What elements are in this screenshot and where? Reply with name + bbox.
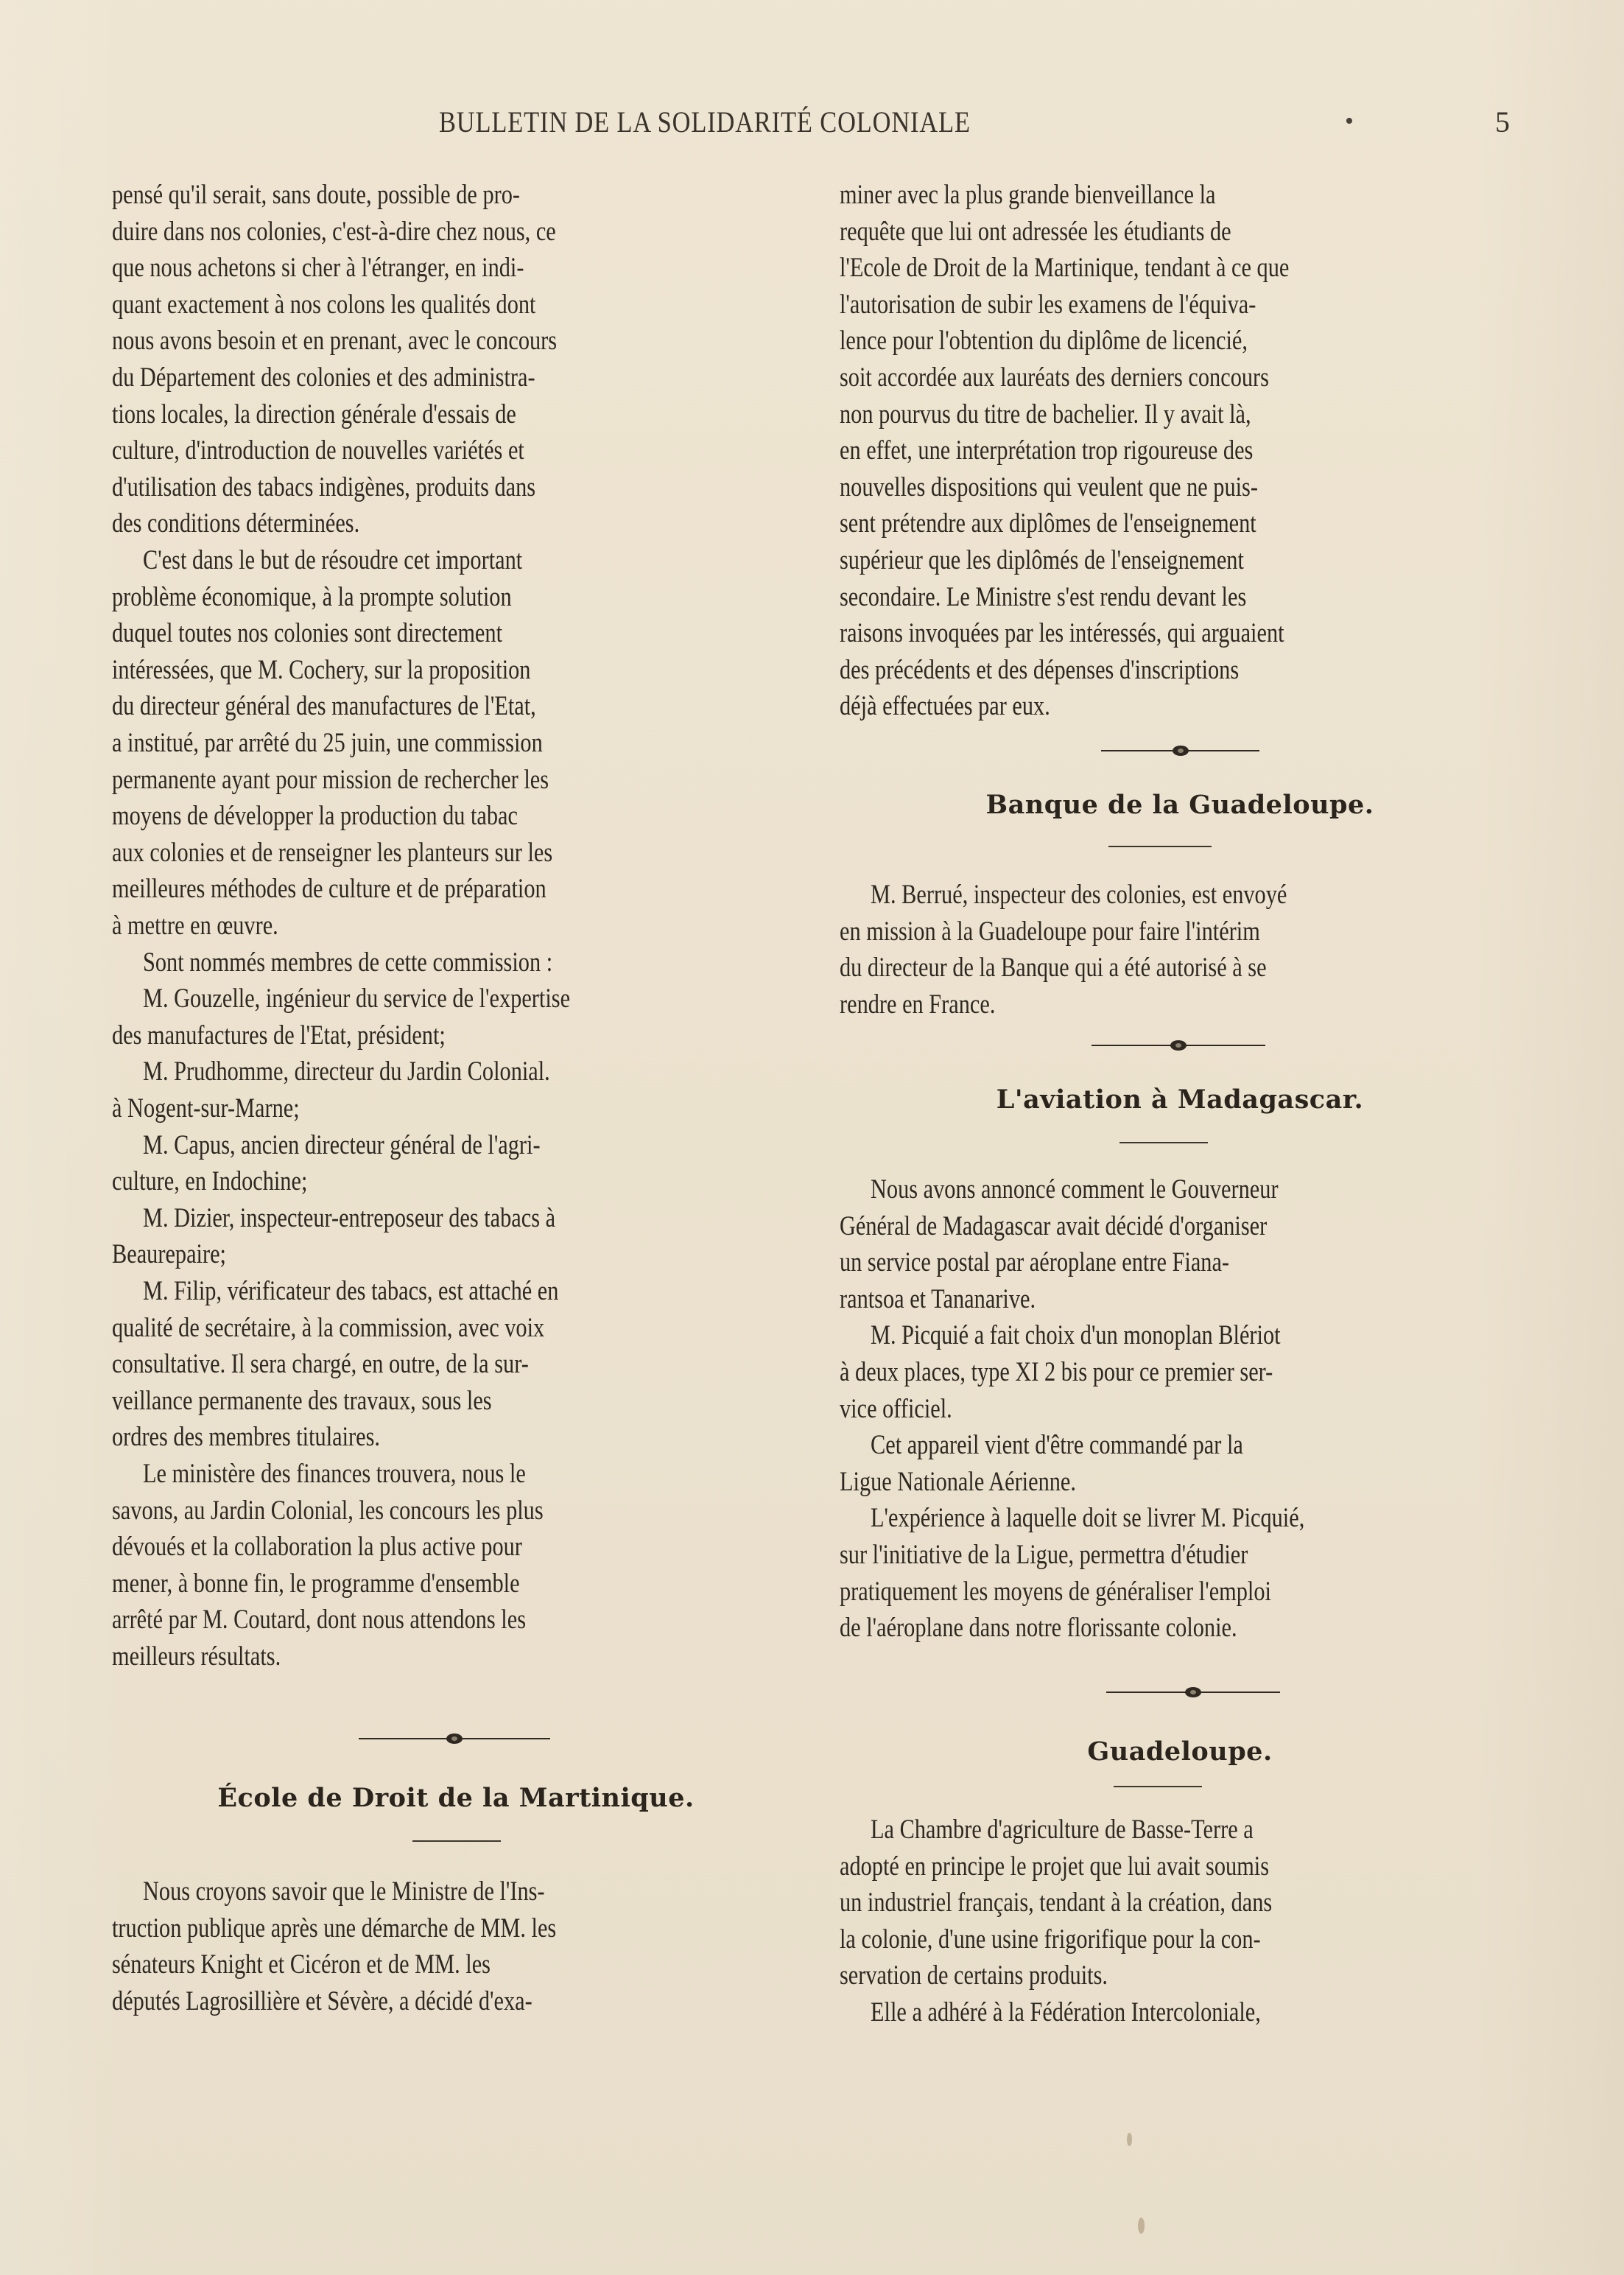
text-line-content: rendre en France.	[840, 989, 996, 1020]
text-line-content: Le ministère des finances trouvera, nous le	[143, 1459, 526, 1489]
text-line	[112, 1913, 654, 1945]
text-line	[112, 690, 629, 723]
text-line-content: l'autorisation de subir les examens de l'équiva-	[840, 289, 1256, 320]
text-line-content: à Nogent-sur-Marne;	[112, 1093, 300, 1124]
text-line-content: un industriel français, tendant à la création, dans	[840, 1887, 1273, 1918]
text-line-content: sénateurs Knight et Cicéron et de MM. les	[112, 1949, 491, 1980]
text-line	[840, 1247, 1315, 1279]
text-line-content: sent prétendre aux diplômes de l'enseignement	[840, 508, 1256, 539]
text-line-content: C'est dans le but de résoudre cet important	[143, 545, 523, 575]
text-line-content: secondaire. Le Ministre s'est rendu devant les	[840, 581, 1247, 612]
text-line	[840, 1851, 1363, 1883]
text-line-content: Beaurepaire;	[112, 1239, 226, 1270]
text-line	[112, 1238, 251, 1271]
paper-stain	[1127, 2133, 1132, 2146]
text-line-content: Cet appareil vient d'être commandé par la	[871, 1430, 1243, 1461]
text-line	[840, 252, 1388, 284]
text-line-content: pensé qu'il serait, sans doute, possible de pro-	[112, 180, 521, 210]
text-line-content: vice officiel.	[840, 1393, 952, 1424]
text-line-content: des précédents et des dépenses d'inscriptions	[840, 654, 1240, 685]
text-line-content: nous avons besoin et en prenant, avec le concours	[112, 326, 558, 357]
text-line	[840, 1887, 1367, 1919]
text-line	[112, 472, 628, 504]
text-line-content: M. Filip, vérificateur des tabacs, est attaché en	[143, 1276, 559, 1306]
text-line-content: d'utilisation des tabacs indigènes, produits dans	[112, 472, 536, 502]
text-line-content: M. Gouzelle, ingénieur du service de l'expertise	[143, 984, 571, 1014]
text-line	[143, 947, 642, 979]
text-line-content: la colonie, d'une usine frigorifique pour la con-	[840, 1924, 1261, 1955]
text-line-content: M. Dizier, inspecteur-entreposeur des tabacs à	[143, 1202, 556, 1233]
text-line	[112, 1985, 625, 2018]
text-line	[840, 1576, 1366, 1608]
text-line-content: nouvelles dispositions qui veulent que ne puis-	[840, 472, 1258, 502]
text-line-content: intéressées, que M. Cochery, sur la proposition	[112, 654, 531, 685]
text-line-content: des manufactures de l'Etat, président;	[112, 1020, 446, 1051]
heading-aviation-madagascar: L'aviation à Madagascar.	[996, 1084, 1364, 1115]
text-line-content: adopté en principe le projet que lui avait soumis	[840, 1851, 1270, 1882]
text-line	[871, 1429, 1325, 1462]
text-line-content: aux colonies et de renseigner les planteurs sur les	[112, 837, 553, 868]
text-line	[840, 690, 1097, 723]
text-line-content: veillance permanente des travaux, sous les	[112, 1385, 492, 1416]
text-line-content: M. Picquié a fait choix d'un monoplan Blériot	[871, 1320, 1281, 1351]
text-line	[840, 581, 1335, 614]
text-line-content: en mission à la Guadeloupe pour faire l'intérim	[840, 916, 1260, 947]
text-line-content: déjà effectuées par eux.	[840, 691, 1050, 722]
text-line	[112, 252, 614, 284]
text-line	[840, 399, 1341, 431]
heading-underline	[1114, 1786, 1202, 1787]
text-line-content: Sont nommés membres de cette commission :	[143, 947, 553, 978]
text-line-content: problème économique, à la prompte solution	[112, 581, 512, 612]
text-line-content: duire dans nos colonies, c'est-à-dire chez nous, ce	[112, 216, 556, 247]
text-line	[840, 325, 1337, 357]
text-line	[143, 1458, 610, 1490]
text-line-content: moyens de développer la production du tabac	[112, 801, 519, 832]
text-line	[112, 1641, 318, 1673]
text-line-content: culture, en Indochine;	[112, 1166, 308, 1197]
text-line-content: truction publique après une démarche de MM. les	[112, 1913, 557, 1943]
text-line	[840, 1356, 1368, 1389]
section-divider-ornament	[1106, 1687, 1280, 1697]
text-line-content: supérieur que les diplômés de l'enseignement	[840, 545, 1244, 575]
text-line	[112, 727, 637, 760]
text-line	[143, 1876, 633, 1908]
text-line-content: pratiquement les moyens de généraliser l'emploi	[840, 1576, 1271, 1607]
text-line-content: députés Lagrosillière et Sévère, a décidé d'exa-	[112, 1985, 532, 2016]
text-line-content: à deux places, type XI 2 bis pour ce premier ser-	[840, 1357, 1273, 1387]
text-line	[112, 216, 653, 248]
heading-underline	[412, 1840, 501, 1842]
text-line	[840, 1612, 1324, 1644]
text-line-content: dévoués et la collaboration la plus active pour	[112, 1532, 522, 1563]
publication-title: BULLETIN DE LA SOLIDARITÉ COLONIALE	[439, 105, 971, 139]
text-line	[112, 873, 641, 905]
text-line	[840, 1960, 1167, 1992]
text-line-content: culture, d'introduction de nouvelles variétés et	[112, 435, 524, 466]
text-line	[840, 544, 1332, 577]
text-line	[840, 1393, 977, 1426]
text-line	[112, 289, 629, 321]
text-line	[840, 289, 1347, 321]
text-line-content: servation de certains produits.	[840, 1960, 1108, 1991]
text-line	[112, 1531, 612, 1563]
text-line-content: du directeur de la Banque qui a été autorisé à se	[840, 953, 1267, 984]
text-line-content: lence pour l'obtention du diplôme de licencié,	[840, 326, 1248, 357]
text-line	[112, 1568, 609, 1600]
text-line-content: Nous avons annoncé comment le Gouverneur	[871, 1174, 1279, 1205]
text-line-content: quant exactement à nos colons les qualités dont	[112, 289, 536, 320]
text-line	[143, 544, 605, 577]
text-line-content: M. Capus, ancien directeur général de l'agri-	[143, 1129, 541, 1160]
text-line	[112, 654, 622, 687]
text-line	[840, 179, 1298, 211]
text-line	[112, 1165, 351, 1198]
text-line-content: ordres des membres titulaires.	[112, 1422, 380, 1453]
text-line	[112, 399, 605, 431]
text-line	[143, 1129, 628, 1162]
text-line-content: du directeur général des manufactures de l'Etat,	[112, 691, 536, 722]
text-line	[112, 1385, 575, 1417]
text-line-content: savons, au Jardin Colonial, les concours les plus	[112, 1495, 544, 1526]
text-line	[112, 325, 655, 357]
text-line	[840, 1210, 1361, 1243]
text-line	[840, 435, 1344, 467]
text-line-content: du Département des colonies et des administra-	[112, 362, 535, 393]
heading-underline	[1108, 846, 1212, 847]
text-line-content: M. Berrué, inspecteur des colonies, est envoyé	[871, 880, 1287, 910]
text-line-content: L'expérience à laquelle doit se livrer M. Picquié,	[871, 1503, 1305, 1534]
text-line	[840, 216, 1317, 248]
text-line-content: arrêté par M. Coutard, dont nous attendons les	[112, 1605, 527, 1636]
text-line	[112, 508, 414, 540]
text-line	[112, 1949, 574, 1981]
text-line	[840, 654, 1326, 687]
text-line	[840, 916, 1352, 948]
section-divider-ornament	[359, 1734, 550, 1744]
text-line	[871, 1174, 1368, 1206]
page-number: 5	[1495, 105, 1510, 139]
text-line-content: Ligue Nationale Aérienne.	[840, 1466, 1076, 1497]
text-line	[112, 1348, 620, 1381]
text-line	[112, 1421, 439, 1454]
text-line	[871, 1502, 1400, 1535]
text-line	[112, 764, 644, 796]
text-line	[143, 1275, 650, 1308]
text-line-content: qualité de secrétaire, à la commission, avec voix	[112, 1312, 545, 1343]
heading-ecole-de-droit: École de Droit de la Martinique.	[217, 1783, 695, 1813]
text-line	[112, 617, 588, 650]
text-line	[143, 983, 664, 1015]
text-line-content: M. Prudhomme, directeur du Jardin Colonial.	[143, 1056, 550, 1087]
text-line	[112, 910, 314, 942]
text-line	[840, 362, 1363, 394]
text-line	[840, 1466, 1128, 1498]
text-line-content: Elle a adhéré à la Fédération Intercoloniale,	[871, 1997, 1261, 2027]
text-line	[840, 1539, 1337, 1571]
text-line-content: que nous achetons si cher à l'étranger, en indi-	[112, 253, 524, 284]
heading-banque-guadeloupe: Banque de la Guadeloupe.	[985, 790, 1374, 820]
text-line	[871, 1319, 1371, 1352]
text-line	[112, 1020, 519, 1052]
text-line-content: duquel toutes nos colonies sont directement	[112, 618, 503, 649]
text-line-content: à mettre en œuvre.	[112, 911, 278, 941]
section-divider-ornament	[1092, 1040, 1265, 1051]
text-line-content: des conditions déterminées.	[112, 508, 360, 539]
text-line	[112, 800, 607, 832]
text-line-content: consultative. Il sera chargé, en outre, de la sur-	[112, 1349, 529, 1380]
text-line	[112, 362, 628, 394]
text-line-content: a institué, par arrêté du 25 juin, une commission	[112, 728, 543, 758]
text-line	[840, 952, 1360, 984]
running-header	[0, 105, 1624, 141]
text-line-content: l'Ecole de Droit de la Martinique, tendant à ce que	[840, 253, 1290, 284]
text-line-content: tions locales, la direction générale d'essais de	[112, 399, 516, 430]
text-line	[112, 837, 650, 869]
text-line-content: Nous croyons savoir que le Ministre de l'Ins-	[143, 1876, 545, 1907]
text-line	[112, 179, 610, 211]
text-line	[871, 1997, 1346, 2029]
text-line	[112, 1495, 638, 1527]
text-line	[840, 1924, 1353, 1956]
text-line-content: meilleures méthodes de culture et de préparation	[112, 874, 546, 905]
text-line	[840, 989, 1030, 1021]
text-line	[143, 1202, 646, 1235]
text-line-content: non pourvus du titre de bachelier. Il y avait là,	[840, 399, 1251, 430]
text-line	[840, 508, 1348, 540]
text-line-content: soit accordée aux lauréats des derniers concours	[840, 362, 1269, 393]
section-divider-ornament	[1101, 746, 1259, 756]
heading-underline	[1119, 1142, 1208, 1143]
text-line-content: La Chambre d'agriculture de Basse-Terre a	[871, 1815, 1254, 1845]
text-line	[112, 435, 615, 467]
text-line	[112, 1312, 639, 1345]
text-line-content: un service postal par aéroplane entre Fiana-	[840, 1247, 1230, 1278]
text-line-content: raisons invoquées par les intéressés, qui arguaient	[840, 618, 1284, 649]
text-line-content: meilleurs résultats.	[112, 1641, 281, 1672]
text-line-content: Général de Madagascar avait décidé d'organiser	[840, 1210, 1268, 1241]
text-line	[840, 617, 1382, 650]
text-line	[871, 1814, 1337, 1846]
text-line-content: en effet, une interprétation trop rigoureuse des	[840, 435, 1254, 466]
text-line	[840, 1283, 1078, 1316]
text-line-content: de l'aéroplane dans notre florissante colonie.	[840, 1613, 1237, 1644]
text-line	[112, 581, 600, 614]
text-line	[871, 879, 1378, 911]
text-line-content: sur l'initiative de la Ligue, permettra d'étudier	[840, 1540, 1248, 1570]
text-line-content: rantsoa et Tananarive.	[840, 1283, 1036, 1314]
text-line	[143, 1056, 639, 1088]
header-bullet: •	[1345, 108, 1354, 135]
paper-stain	[1138, 2218, 1145, 2234]
text-line	[840, 472, 1350, 504]
text-line	[112, 1604, 616, 1636]
heading-guadeloupe: Guadeloupe.	[1087, 1736, 1273, 1767]
text-line-content: mener, à bonne fin, le programme d'ensemble	[112, 1568, 520, 1599]
text-line-content: miner avec la plus grande bienveillance la	[840, 180, 1216, 210]
text-line-content: permanente ayant pour mission de rechercher les	[112, 764, 549, 795]
text-line-content: requête que lui ont adressée les étudiants de	[840, 216, 1231, 247]
text-line	[112, 1093, 341, 1125]
